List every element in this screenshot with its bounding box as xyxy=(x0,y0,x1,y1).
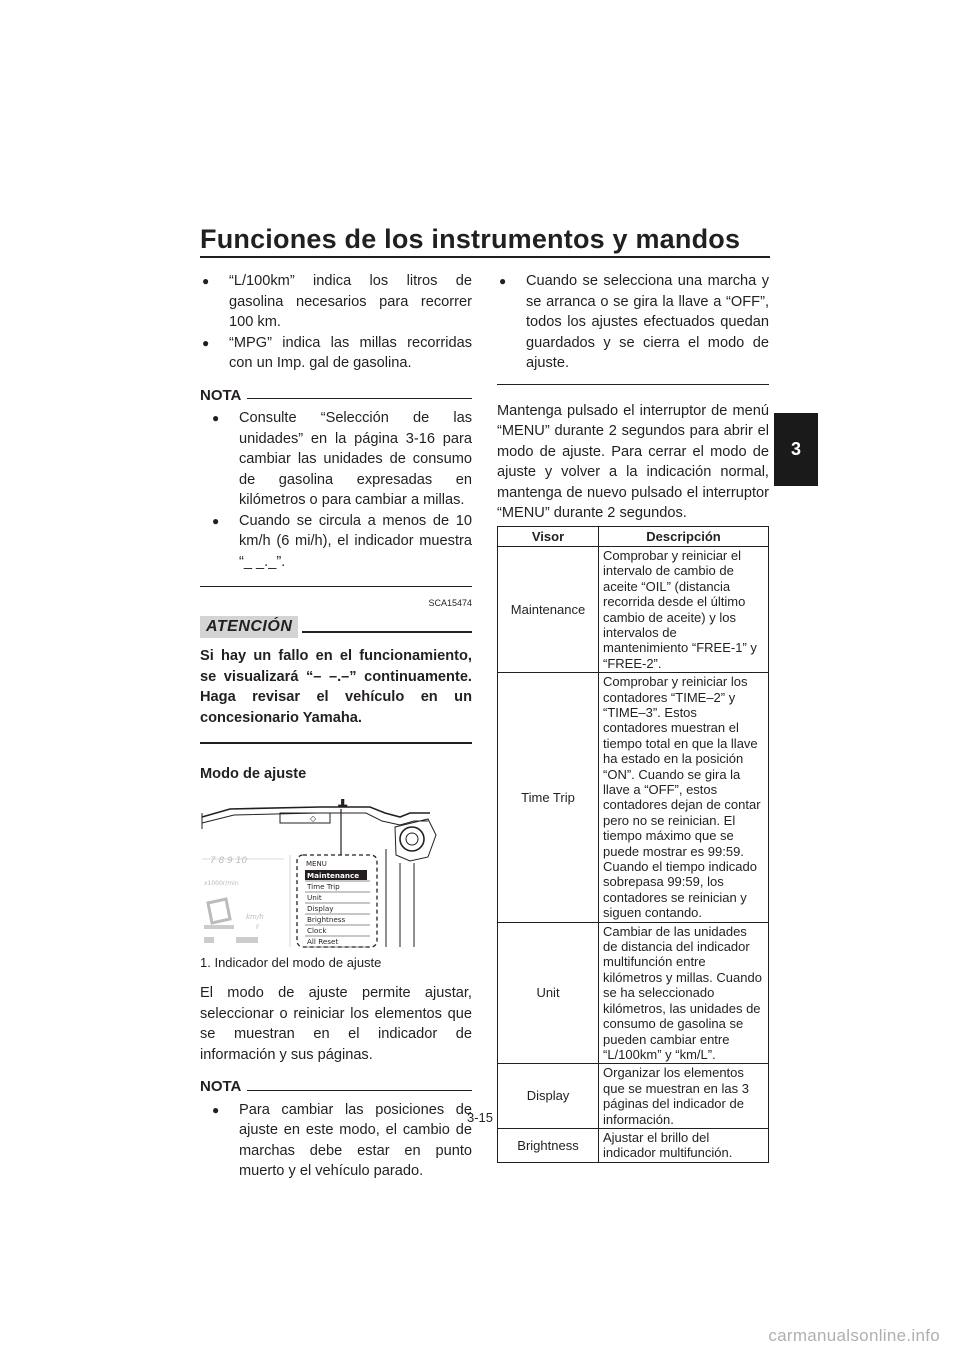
reference-code: SCA15474 xyxy=(428,598,472,608)
table-cell-visor: Brightness xyxy=(498,1128,599,1162)
menu-item: Clock xyxy=(307,925,327,935)
bullet-text: “L/100km” indica los litros de gasolina necesarios para recorrer 100 km. xyxy=(229,273,472,330)
settings-table xyxy=(497,526,769,1163)
list-item xyxy=(210,511,472,573)
table-cell-description: Comprobar y reiniciar el intervalo de cambio de aceite “OIL” (distancia recorrida desde el último cambio de aceite) y los intervalos de mantenimiento “FREE-1” y “FREE-2”. xyxy=(599,546,769,672)
atencion-label: ATENCIÓN xyxy=(200,616,298,639)
table-header-descripcion: Descripción xyxy=(599,526,769,546)
table-row xyxy=(498,1128,769,1162)
svg-text:F: F xyxy=(256,923,260,931)
atencion-end-rule xyxy=(200,742,472,744)
nota-label: NOTA xyxy=(200,386,242,404)
atencion-rule xyxy=(302,631,472,633)
instrument-panel-illustration xyxy=(200,799,472,949)
nota-end-rule xyxy=(497,384,769,385)
table-cell-visor: Display xyxy=(498,1064,599,1129)
table-row xyxy=(498,673,769,923)
svg-text:x1000r/min: x1000r/min xyxy=(204,879,239,887)
callout-number: 1 xyxy=(336,798,349,812)
table-cell-description: Ajustar el brillo del indicador multifunción. xyxy=(599,1128,769,1162)
bullet-icon: ● xyxy=(202,274,210,288)
bullet-icon: ● xyxy=(212,1102,220,1117)
bullet-icon: ● xyxy=(212,513,220,528)
table-cell-visor: Maintenance xyxy=(498,546,599,672)
left-column xyxy=(200,271,472,1182)
bullet-text: Cuando se selecciona una marcha y se arranca o se gira la llave a “OFF”, todos los ajustes efectuados quedan guardados y se cierra el modo de ajuste. xyxy=(526,273,769,371)
svg-text:km/h: km/h xyxy=(246,912,264,921)
header-rule xyxy=(200,256,770,258)
table-row xyxy=(498,922,769,1064)
section-heading: Modo de ajuste xyxy=(200,766,307,782)
menu-item: Maintenance xyxy=(307,870,360,880)
menu-item: Brightness xyxy=(307,914,346,924)
svg-text:7 8 9 10: 7 8 9 10 xyxy=(210,855,248,866)
bullet-icon: ● xyxy=(202,335,210,350)
body-paragraph: Mantenga pulsado el interruptor de menú “MENU” durante 2 segundos para abrir el modo de ajuste. Para cerrar el modo de ajuste y volver a la indicación normal, mantenga de nuevo pulsado el interruptor “MENU” durante 2 segundos. xyxy=(497,402,769,521)
list-item xyxy=(200,333,472,374)
nota-block xyxy=(200,1077,472,1182)
table-cell-description: Comprobar y reiniciar los contadores “TIME–2” y “TIME–3”. Estos contadores muestran el tiempo total en que la llave ha estado en la posición “ON”. Cuando se gira la llave a “OFF”, estos contadores dejan de contar pero no se reinician. El tiempo máximo que se puede mostrar es 99:59. Cuando el tiempo indicado sobrepasa 99:59, los contadores se reinician y siguen contando. xyxy=(599,673,769,923)
right-column xyxy=(497,271,769,1163)
menu-item: Display xyxy=(307,903,334,913)
menu-item: Unit xyxy=(307,892,322,902)
bullet-text: Cuando se circula a menos de 10 km/h (6 mi/h), el indicador muestra “_ _._”. xyxy=(239,512,472,570)
list-item xyxy=(200,271,472,333)
instrument-figure xyxy=(200,799,472,949)
nota-end-rule xyxy=(200,586,472,587)
body-paragraph: El modo de ajuste permite ajustar, seleccionar o reiniciar los elementos que se muestran en el indicador de información y sus páginas. xyxy=(200,985,472,1063)
bullet-text: Para cambiar las posiciones de ajuste en este modo, el cambio de marchas debe estar en punto muerto y el vehículo parado. xyxy=(239,1101,472,1179)
nota-heading xyxy=(200,386,472,407)
bullet-icon: ● xyxy=(212,411,220,425)
watermark: carmanualsonline.info xyxy=(768,1326,940,1345)
table-cell-description: Organizar los elementos que se muestran en las 3 páginas del indicador de información. xyxy=(599,1064,769,1129)
table-cell-visor: Time Trip xyxy=(498,673,599,923)
bullet-text: “MPG” indica las millas recorridas con un Imp. gal de gasolina. xyxy=(229,334,472,371)
nota-rule xyxy=(247,398,472,399)
list-item xyxy=(497,271,769,374)
atencion-text: Si hay un fallo en el funcionamiento, se visualizará “– –.–” continuamente. Haga revisar el vehículo en un concesionario Yamaha. xyxy=(200,648,472,726)
bullet-text: Consulte “Selección de las unidades” en la página 3-16 para cambiar las unidades de consumo de gasolina expresadas en kilómetros o para cambiar a millas. xyxy=(239,410,472,508)
page-title: Funciones de los instrumentos y mandos xyxy=(200,224,741,254)
table-header-visor: Visor xyxy=(498,526,599,546)
table-cell-description: Cambiar de las unidades de distancia del indicador multifunción entre kilómetros y millas. Cuando se ha seleccionado kilómetros, las unidades de consumo de gasolina se pueden cambiar entre “L/100km” y “km/L”. xyxy=(599,922,769,1064)
menu-title: MENU xyxy=(306,859,327,868)
chapter-tab: 3 xyxy=(774,413,818,486)
atencion-heading xyxy=(200,616,472,639)
table-row xyxy=(498,546,769,672)
bullet-icon: ● xyxy=(499,274,507,288)
nota-label: NOTA xyxy=(200,1078,242,1095)
nota-block xyxy=(200,386,472,588)
nota-rule xyxy=(247,1090,472,1091)
table-cell-visor: Unit xyxy=(498,922,599,1064)
figure-caption: 1. Indicador del modo de ajuste xyxy=(200,954,382,970)
page-number: 3-15 xyxy=(466,1110,494,1125)
list-item xyxy=(210,408,472,511)
svg-text:◇: ◇ xyxy=(310,813,317,823)
nota-heading xyxy=(200,1077,472,1098)
menu-item: All Reset xyxy=(307,936,339,946)
menu-item: Time Trip xyxy=(307,881,340,891)
